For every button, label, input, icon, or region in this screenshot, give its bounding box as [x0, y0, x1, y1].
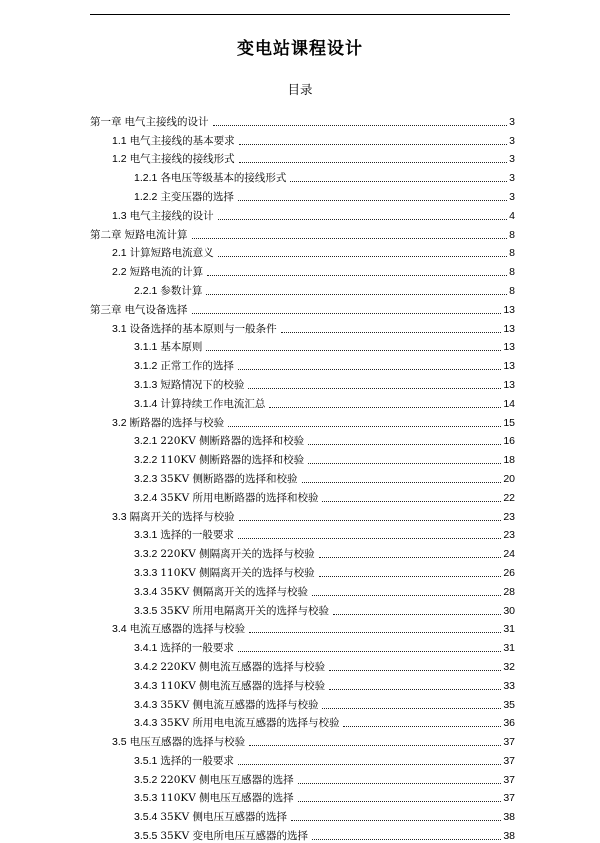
- toc-dot-leader: [290, 181, 507, 182]
- toc-entry-number: 3.3: [112, 510, 127, 523]
- toc-entry-title: 电气主接线的设计: [129, 209, 214, 222]
- toc-entry-page: 33: [503, 679, 515, 692]
- toc-entry[interactable]: [90, 279, 515, 298]
- toc-dot-leader: [239, 162, 508, 163]
- toc-entry-title: 35KV 侧断路器的选择和校验: [160, 472, 298, 485]
- toc-entry-title: 35KV 所用电电流互感器的选择与校验: [160, 717, 340, 730]
- toc-dot-leader: [213, 125, 508, 126]
- toc-entry-number: 3.4.3: [134, 717, 158, 730]
- toc-entry-title: 选择的一般要求: [160, 754, 234, 767]
- toc-entry-page: 13: [503, 341, 515, 354]
- toc-entry-number: 1.3: [112, 209, 127, 222]
- toc-entry-page: 22: [503, 491, 515, 504]
- toc-entry-page: 31: [503, 623, 515, 636]
- toc-entry[interactable]: [90, 712, 515, 731]
- toc-dot-leader: [207, 275, 507, 276]
- toc-dot-leader: [239, 144, 508, 145]
- toc-dot-leader: [333, 614, 501, 615]
- toc-entry-number: 3.5.2: [134, 773, 158, 786]
- toc-entry[interactable]: [90, 467, 515, 486]
- toc-entry-page: 37: [503, 736, 515, 749]
- toc-entry-number: 3.1.3: [134, 378, 158, 391]
- toc-entry[interactable]: [90, 730, 515, 749]
- toc-entry-title: 设备选择的基本原则与一般条件: [129, 322, 277, 335]
- toc-entry[interactable]: [90, 166, 515, 185]
- toc-dot-leader: [291, 820, 501, 821]
- toc-entry-page: 30: [503, 604, 515, 617]
- toc-entry-title: 断路器的选择与校验: [129, 416, 225, 429]
- toc-entry-title: 220KV 侧电流互感器的选择与校验: [160, 660, 326, 673]
- toc-entry-page: 8: [509, 266, 515, 279]
- toc-entry[interactable]: [90, 580, 515, 599]
- toc-entry[interactable]: [90, 298, 515, 317]
- toc-entry-number: 3.4.2: [134, 660, 158, 673]
- toc-entry-title: 电气主接线的设计: [124, 115, 209, 128]
- toc-entry-title: 电压互感器的选择与校验: [129, 736, 246, 749]
- toc-entry-title: 电气设备选择: [124, 303, 188, 316]
- toc-dot-leader: [302, 482, 502, 483]
- toc-entry-page: 13: [503, 378, 515, 391]
- toc-entry-number: 3.5.3: [134, 792, 158, 805]
- toc-entry-page: 32: [503, 660, 515, 673]
- toc-entry-number: 3.2.4: [134, 491, 158, 504]
- toc-dot-leader: [298, 801, 502, 802]
- toc-dot-leader: [206, 294, 507, 295]
- toc-entry-page: 4: [509, 209, 515, 222]
- toc-entry[interactable]: [90, 505, 515, 524]
- toc-entry-number: 3.2.1: [134, 435, 158, 448]
- toc-entry-title: 35KV 所用电断路器的选择和校验: [160, 491, 319, 504]
- toc-dot-leader: [218, 256, 508, 257]
- toc-entry-title: 220KV 侧隔离开关的选择与校验: [160, 548, 315, 561]
- toc-dot-leader: [281, 332, 502, 333]
- toc-entry-title: 基本原则: [160, 341, 203, 354]
- toc-entry[interactable]: [90, 805, 515, 824]
- toc-dot-leader: [322, 708, 501, 709]
- toc-entry-number: 3.1: [112, 322, 127, 335]
- toc-entry-page: 15: [503, 416, 515, 429]
- toc-entry[interactable]: [90, 599, 515, 618]
- toc-entry-number: 3.1.1: [134, 341, 158, 354]
- toc-dot-leader: [238, 651, 501, 652]
- toc-entry-title: 计算持续工作电流汇总: [160, 397, 266, 410]
- toc-entry[interactable]: [90, 373, 515, 392]
- toc-entry-title: 220KV 侧电压互感器的选择: [160, 773, 294, 786]
- toc-dot-leader: [322, 501, 501, 502]
- toc-entry-number: 3.3.1: [134, 529, 158, 542]
- toc-entry-page: 16: [503, 435, 515, 448]
- toc-entry-number: 3.5.5: [134, 830, 158, 843]
- toc-entry-page: 35: [503, 698, 515, 711]
- toc-entry[interactable]: [90, 317, 515, 336]
- toc-entry-page: 36: [503, 717, 515, 730]
- toc-entry-page: 31: [503, 642, 515, 655]
- toc-dot-leader: [238, 538, 501, 539]
- toc-entry[interactable]: [90, 336, 515, 355]
- toc-entry[interactable]: [90, 411, 515, 430]
- toc-entry-number: 第三章: [90, 303, 122, 316]
- toc-entry-number: 1.2: [112, 153, 127, 166]
- toc-entry-page: 37: [503, 754, 515, 767]
- toc-entry-page: 8: [509, 247, 515, 260]
- toc-entry-page: 8: [509, 228, 515, 241]
- toc-entry-title: 110KV 侧断路器的选择和校验: [160, 454, 305, 467]
- toc-entry[interactable]: [90, 223, 515, 242]
- toc-dot-leader: [298, 783, 502, 784]
- toc-entry-number: 3.5: [112, 736, 127, 749]
- toc-entry-title: 35KV 变电所电压互感器的选择: [160, 830, 308, 843]
- toc-entry-title: 110KV 侧电流互感器的选择与校验: [160, 679, 326, 692]
- toc-entry-title: 110KV 侧隔离开关的选择与校验: [160, 566, 315, 579]
- toc-entry[interactable]: [90, 824, 515, 843]
- toc-entry[interactable]: [90, 618, 515, 637]
- toc-entry-page: 13: [503, 322, 515, 335]
- toc-entry-number: 3.2: [112, 416, 127, 429]
- toc-entry-page: 37: [503, 792, 515, 805]
- toc-dot-leader: [312, 595, 501, 596]
- toc-entry-number: 3.5.4: [134, 811, 158, 824]
- toc-entry[interactable]: [90, 354, 515, 373]
- toc-entry-title: 计算短路电流意义: [129, 247, 214, 260]
- toc-entry-number: 2.1: [112, 247, 127, 260]
- toc-entry-number: 3.2.2: [134, 454, 158, 467]
- toc-entry-number: 2.2: [112, 266, 127, 279]
- toc-entry-title: 电气主接线的接线形式: [129, 153, 235, 166]
- toc-entry-title: 短路情况下的校验: [160, 378, 245, 391]
- toc-heading: 目录: [287, 82, 313, 97]
- toc-entry[interactable]: [90, 524, 515, 543]
- toc-dot-leader: [206, 350, 501, 351]
- toc-entry-number: 3.4.1: [134, 642, 158, 655]
- toc-dot-leader: [249, 745, 501, 746]
- toc-entry-page: 8: [509, 284, 515, 297]
- toc-entry-number: 3.3.2: [134, 548, 158, 561]
- toc-entry-number: 3.1.2: [134, 360, 158, 373]
- toc-entry-number: 1.2.1: [134, 172, 158, 185]
- toc-dot-leader: [239, 520, 502, 521]
- toc-entry-page: 3: [509, 134, 515, 147]
- toc-dot-leader: [218, 219, 508, 220]
- toc-entry-number: 第一章: [90, 115, 122, 128]
- toc-entry-title: 35KV 侧电流互感器的选择与校验: [160, 698, 319, 711]
- toc-entry[interactable]: [90, 768, 515, 787]
- toc-entry-page: 3: [509, 115, 515, 128]
- document-title: 变电站课程设计: [237, 39, 363, 59]
- toc-entry-page: 3: [509, 172, 515, 185]
- toc-dot-leader: [228, 426, 501, 427]
- toc-entry-title: 短路电流计算: [124, 228, 188, 241]
- toc-entry-page: 24: [503, 548, 515, 561]
- toc-entry[interactable]: [90, 260, 515, 279]
- toc-entry[interactable]: [90, 242, 515, 261]
- toc-dot-leader: [238, 200, 507, 201]
- toc-entry-page: 38: [503, 811, 515, 824]
- toc-entry-page: 26: [503, 566, 515, 579]
- toc-entry-page: 3: [509, 190, 515, 203]
- toc-entry[interactable]: [90, 148, 515, 167]
- toc-entry-number: 3.5.1: [134, 754, 158, 767]
- toc-entry[interactable]: [90, 787, 515, 806]
- toc-entry-number: 2.2.1: [134, 284, 158, 297]
- toc-entry[interactable]: [90, 392, 515, 411]
- toc-entry-title: 参数计算: [160, 284, 203, 297]
- toc-entry-page: 14: [503, 397, 515, 410]
- toc-dot-leader: [308, 444, 501, 445]
- toc-entry[interactable]: [90, 561, 515, 580]
- toc-dot-leader: [319, 557, 502, 558]
- toc-dot-leader: [312, 839, 501, 840]
- toc-entry-title: 正常工作的选择: [160, 360, 234, 373]
- toc-entry-page: 18: [503, 454, 515, 467]
- toc-entry[interactable]: [90, 204, 515, 223]
- toc-entry[interactable]: [90, 129, 515, 148]
- table-of-contents: [90, 110, 515, 843]
- toc-entry[interactable]: [90, 110, 515, 129]
- toc-dot-leader: [249, 632, 501, 633]
- toc-entry[interactable]: [90, 448, 515, 467]
- toc-dot-leader: [329, 670, 501, 671]
- toc-entry-title: 110KV 侧电压互感器的选择: [160, 792, 294, 805]
- toc-entry-title: 35KV 侧隔离开关的选择与校验: [160, 585, 308, 598]
- toc-entry-page: 37: [503, 773, 515, 786]
- toc-entry-number: 1.2.2: [134, 190, 158, 203]
- toc-entry-number: 3.4: [112, 623, 127, 636]
- toc-entry[interactable]: [90, 542, 515, 561]
- toc-entry[interactable]: [90, 185, 515, 204]
- toc-entry[interactable]: [90, 486, 515, 505]
- toc-entry-title: 35KV 侧电压互感器的选择: [160, 811, 287, 824]
- toc-dot-leader: [192, 313, 502, 314]
- toc-dot-leader: [329, 689, 501, 690]
- toc-entry-title: 电流互感器的选择与校验: [129, 623, 246, 636]
- toc-entry-title: 选择的一般要求: [160, 529, 234, 542]
- toc-dot-leader: [343, 726, 501, 727]
- toc-entry-title: 各电压等级基本的接线形式: [160, 172, 287, 185]
- toc-dot-leader: [238, 369, 501, 370]
- toc-entry-title: 隔离开关的选择与校验: [129, 510, 235, 523]
- toc-entry[interactable]: [90, 636, 515, 655]
- toc-entry-page: 13: [503, 303, 515, 316]
- toc-dot-leader: [269, 407, 501, 408]
- toc-entry-page: 23: [503, 529, 515, 542]
- toc-dot-leader: [308, 463, 501, 464]
- toc-dot-leader: [238, 764, 501, 765]
- toc-entry-title: 电气主接线的基本要求: [129, 134, 235, 147]
- toc-entry[interactable]: [90, 674, 515, 693]
- toc-entry[interactable]: [90, 655, 515, 674]
- toc-entry-title: 主变压器的选择: [160, 190, 234, 203]
- top-rule: [90, 14, 510, 15]
- toc-entry-number: 3.4.3: [134, 698, 158, 711]
- toc-entry[interactable]: [90, 430, 515, 449]
- toc-entry-title: 35KV 所用电隔离开关的选择与校验: [160, 604, 329, 617]
- toc-entry-title: 220KV 侧断路器的选择和校验: [160, 435, 305, 448]
- toc-entry-title: 选择的一般要求: [160, 642, 234, 655]
- toc-entry-page: 28: [503, 585, 515, 598]
- toc-entry-number: 3.3.3: [134, 566, 158, 579]
- toc-entry-number: 3.2.3: [134, 472, 158, 485]
- toc-entry-page: 38: [503, 830, 515, 843]
- toc-entry-number: 3.1.4: [134, 397, 158, 410]
- toc-entry[interactable]: [90, 749, 515, 768]
- toc-entry-page: 23: [503, 510, 515, 523]
- toc-entry[interactable]: [90, 693, 515, 712]
- toc-entry-number: 3.3.5: [134, 604, 158, 617]
- toc-entry-number: 1.1: [112, 134, 127, 147]
- toc-entry-number: 第二章: [90, 228, 122, 241]
- toc-entry-title: 短路电流的计算: [129, 266, 204, 279]
- toc-dot-leader: [192, 238, 508, 239]
- toc-dot-leader: [248, 388, 501, 389]
- toc-entry-number: 3.3.4: [134, 585, 158, 598]
- toc-entry-page: 13: [503, 360, 515, 373]
- toc-dot-leader: [319, 576, 502, 577]
- toc-entry-page: 20: [503, 472, 515, 485]
- toc-entry-page: 3: [509, 153, 515, 166]
- toc-entry-number: 3.4.3: [134, 679, 158, 692]
